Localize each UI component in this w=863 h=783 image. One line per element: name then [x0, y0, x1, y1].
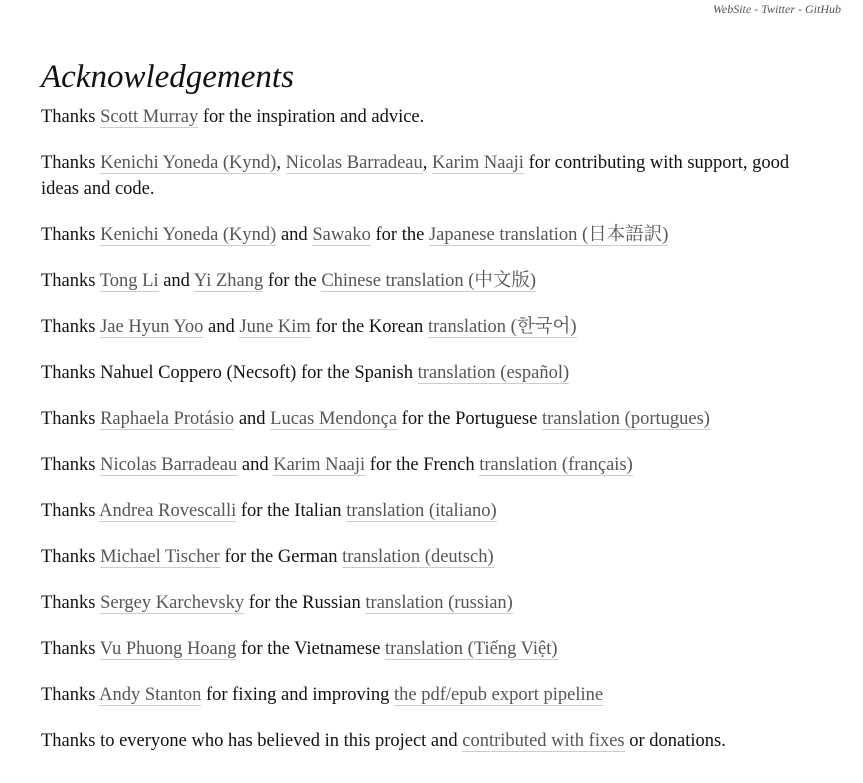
credit-link[interactable]: Lucas Mendonça	[270, 409, 398, 429]
paragraph-text: Thanks	[41, 317, 101, 337]
acknowledgement-paragraph	[41, 544, 826, 570]
paragraph-text: for the Korean	[310, 317, 428, 337]
credit-link[interactable]: Vu Phuong Hoang	[99, 639, 237, 659]
acknowledgements-section	[41, 56, 826, 774]
credit-link[interactable]: Tong Li	[99, 271, 159, 291]
acknowledgement-paragraph	[41, 728, 826, 754]
page-title: Acknowledgements	[41, 59, 294, 95]
paragraph-text: for the	[263, 271, 322, 291]
credit-link[interactable]: Kenichi Yoneda (Kynd)	[100, 225, 277, 245]
paragraph-text: Thanks	[41, 107, 101, 127]
acknowledgement-paragraph	[41, 360, 826, 386]
paragraph-text: Thanks Nahuel Coppero (Necsoft) for the Spanish	[41, 363, 418, 383]
paragraph-text: Thanks	[41, 409, 101, 429]
acknowledgement-paragraph	[41, 150, 826, 202]
acknowledgement-paragraph	[41, 406, 826, 432]
paragraph-text: Thanks	[41, 547, 101, 567]
twitter-link[interactable]: Twitter	[761, 2, 795, 16]
paragraph-text: for the Portuguese	[397, 409, 542, 429]
credit-link[interactable]: Kenichi Yoneda (Kynd)	[100, 153, 277, 173]
credit-link[interactable]: Sergey Karchevsky	[100, 593, 245, 613]
paragraph-text: for the Russian	[244, 593, 366, 613]
github-link[interactable]: GitHub	[805, 2, 841, 16]
paragraph-text: Thanks	[41, 153, 101, 173]
separator: -	[795, 2, 805, 16]
paragraph-text: Thanks	[41, 271, 100, 291]
paragraph-text: for the	[370, 225, 429, 245]
acknowledgement-paragraph	[41, 682, 826, 708]
paragraph-text: for the French	[365, 455, 480, 475]
paragraph-text: and	[276, 225, 313, 245]
top-nav	[713, 2, 841, 17]
credit-link[interactable]: Andy Stanton	[99, 685, 202, 705]
credit-link[interactable]: Jae Hyun Yoo	[100, 317, 204, 337]
credit-link[interactable]: translation (russian)	[365, 593, 513, 613]
paragraph-text: for the inspiration and advice.	[198, 107, 425, 127]
paragraph-text: and	[158, 271, 194, 291]
acknowledgement-paragraph	[41, 314, 826, 340]
acknowledgement-paragraph	[41, 268, 826, 294]
paragraph-text: for the Italian	[236, 501, 347, 521]
credit-link[interactable]: Chinese translation (中文版)	[321, 271, 537, 291]
paragraph-text: Thanks	[41, 685, 100, 705]
credit-link[interactable]: Karim Naaji	[432, 153, 524, 173]
credit-link[interactable]: Andrea Rovescalli	[99, 501, 237, 521]
paragraph-text: or donations.	[624, 731, 726, 751]
credit-link[interactable]: translation (italiano)	[346, 501, 497, 521]
paragraph-text: for contributing with support, good ideas and code.	[41, 153, 790, 199]
credit-link[interactable]: Karim Naaji	[273, 455, 366, 475]
acknowledgement-paragraph	[41, 498, 826, 524]
credit-link[interactable]: Nicolas Barradeau	[100, 455, 238, 475]
credit-link[interactable]: Raphaela Protásio	[100, 409, 235, 429]
paragraph-text: for fixing and improving	[201, 685, 395, 705]
credit-link[interactable]: contributed with fixes	[462, 731, 625, 751]
credit-link[interactable]: Scott Murray	[100, 107, 199, 127]
credit-link[interactable]: translation (español)	[417, 363, 570, 383]
acknowledgement-paragraph	[41, 222, 826, 248]
credit-link[interactable]: Japanese translation (日本語訳)	[428, 225, 669, 245]
credit-link[interactable]: translation (deutsch)	[342, 547, 494, 567]
separator: -	[751, 2, 762, 16]
paragraph-text: and	[237, 455, 274, 475]
credit-link[interactable]: Nicolas Barradeau	[285, 153, 423, 173]
credit-link[interactable]: Yi Zhang	[193, 271, 264, 291]
paragraph-text: for the German	[219, 547, 343, 567]
paragraph-text: Thanks	[41, 593, 101, 613]
credit-link[interactable]: Sawako	[312, 225, 371, 245]
credit-link[interactable]: June Kim	[239, 317, 311, 337]
credit-link[interactable]: the pdf/epub export pipeline	[394, 685, 604, 705]
paragraph-text: Thanks	[41, 501, 100, 521]
acknowledgement-paragraph	[41, 636, 826, 662]
paragraph-text: Thanks to everyone who has believed in this project and	[41, 731, 463, 751]
credit-link[interactable]: translation (français)	[479, 455, 633, 475]
acknowledgement-list	[41, 104, 826, 754]
acknowledgement-paragraph	[41, 452, 826, 478]
paragraph-text: ,	[422, 153, 432, 173]
credit-link[interactable]: translation (한국어)	[427, 317, 577, 337]
paragraph-text: Thanks	[41, 225, 101, 245]
credit-link[interactable]: translation (Tiếng Việt)	[384, 639, 558, 659]
paragraph-text: for the Vietnamese	[236, 639, 385, 659]
acknowledgement-paragraph	[41, 590, 826, 616]
paragraph-text: ,	[276, 153, 286, 173]
paragraph-text: Thanks	[41, 639, 100, 659]
credit-link[interactable]: translation (portugues)	[541, 409, 710, 429]
acknowledgement-paragraph	[41, 104, 826, 130]
website-link[interactable]: WebSite	[712, 2, 752, 16]
credit-link[interactable]: Michael Tischer	[100, 547, 220, 567]
paragraph-text: and	[234, 409, 271, 429]
paragraph-text: Thanks	[41, 455, 101, 475]
paragraph-text: and	[203, 317, 240, 337]
